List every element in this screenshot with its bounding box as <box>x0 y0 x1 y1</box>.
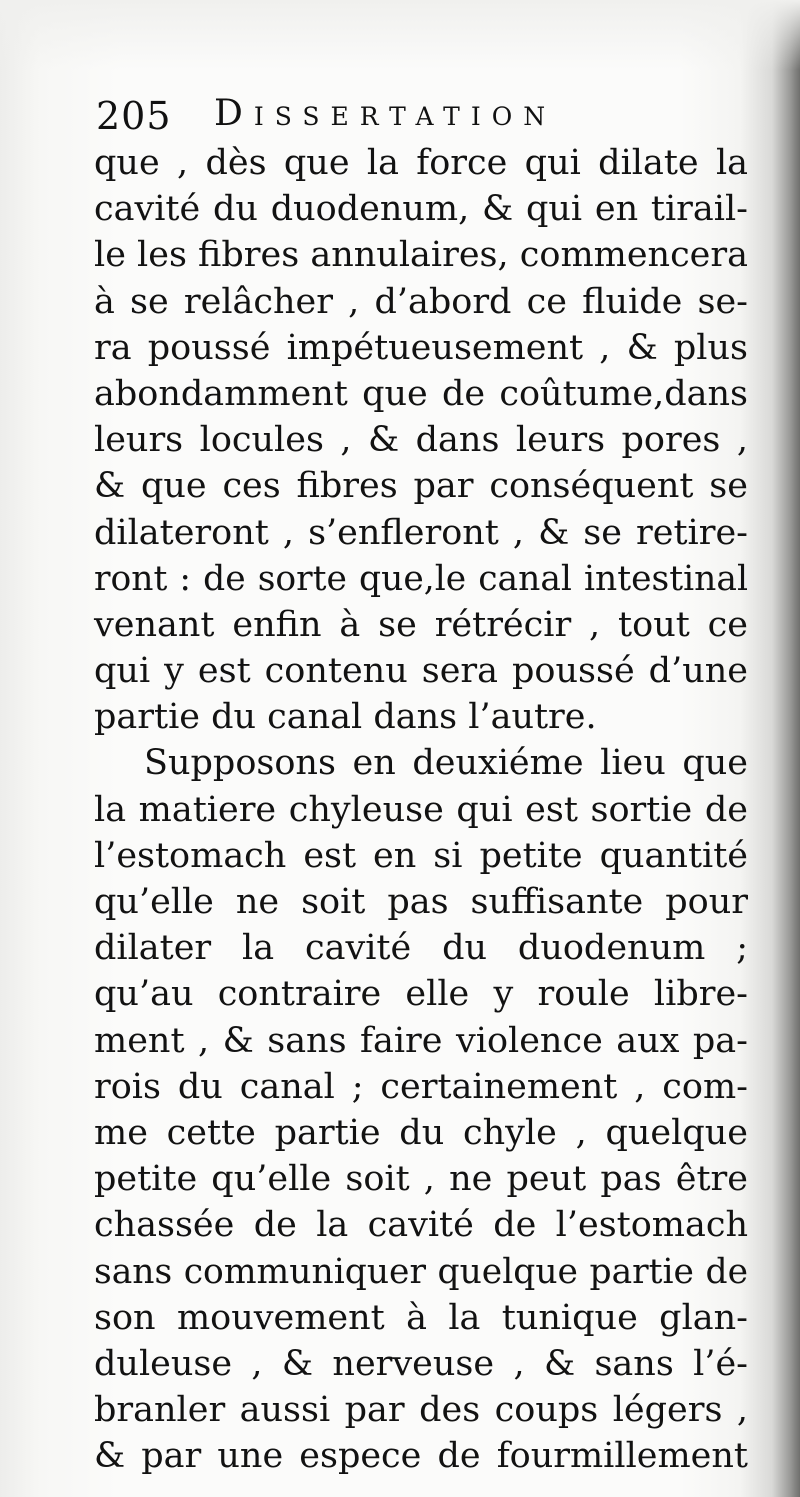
text-line: branler aussi par des coups légers , <box>94 1390 748 1431</box>
text-line: qu’au contraire elle y roule libre- <box>94 974 748 1015</box>
text-line: sans communiquer quelque partie de <box>94 1251 748 1292</box>
text-line: & par une espece de fourmillement <box>94 1436 748 1477</box>
text-line: que , dès que la force qui dilate la <box>94 143 748 183</box>
text-line: dilater la cavité du duodenum ; <box>94 928 748 969</box>
running-head <box>96 86 736 146</box>
text-line: leurs locules , & dans leurs pores , <box>94 420 748 461</box>
paragraph-end-line: partie du canal dans l’autre. <box>94 697 597 738</box>
text-line: ront : de sorte que,le canal intestinal <box>94 558 748 599</box>
text-line: venant enfin à se rétrécir , tout ce <box>94 604 748 645</box>
page-number: 205 <box>96 94 172 138</box>
text-line: petite qu’elle soit , ne peut pas être <box>94 1159 748 1200</box>
text-line: abondamment que de coûtume,dans <box>94 373 748 414</box>
text-line: & que ces fibres par conséquent se <box>94 466 748 507</box>
running-title: Dissertation <box>214 93 557 134</box>
text-line: dilateront , s’enfleront , & se retire- <box>94 512 748 553</box>
text-line: son mouvement à la tunique glan- <box>94 1297 748 1338</box>
text-line: à se relâcher , d’abord ce fluide se- <box>94 281 748 322</box>
text-line: chassée de la cavité de l’estomach <box>94 1205 748 1246</box>
text-line: l’estomach est en si petite quantité <box>94 835 748 876</box>
body-text <box>94 140 748 1479</box>
text-line: rois du canal ; certainement , com- <box>94 1066 748 1107</box>
text-line: me cette partie du chyle , quelque <box>94 1112 748 1153</box>
text-line: la matiere chyleuse qui est sortie de <box>94 789 748 830</box>
text-line: qui y est contenu sera poussé d’une <box>94 651 748 692</box>
text-line: ra poussé impétueusement , & plus <box>94 327 748 368</box>
text-line: cavité du duodenum, & qui en tirail- <box>94 189 748 230</box>
text-line: le les fibres annulaires, commencera <box>94 235 748 276</box>
text-line: ment , & sans faire violence aux pa- <box>94 1020 748 1061</box>
text-line: duleuse , & nerveuse , & sans l’é- <box>94 1343 748 1384</box>
text-line: qu’elle ne soit pas suffisante pour <box>94 882 748 922</box>
paragraph-start-line: Supposons en deuxiéme lieu que <box>144 743 748 784</box>
